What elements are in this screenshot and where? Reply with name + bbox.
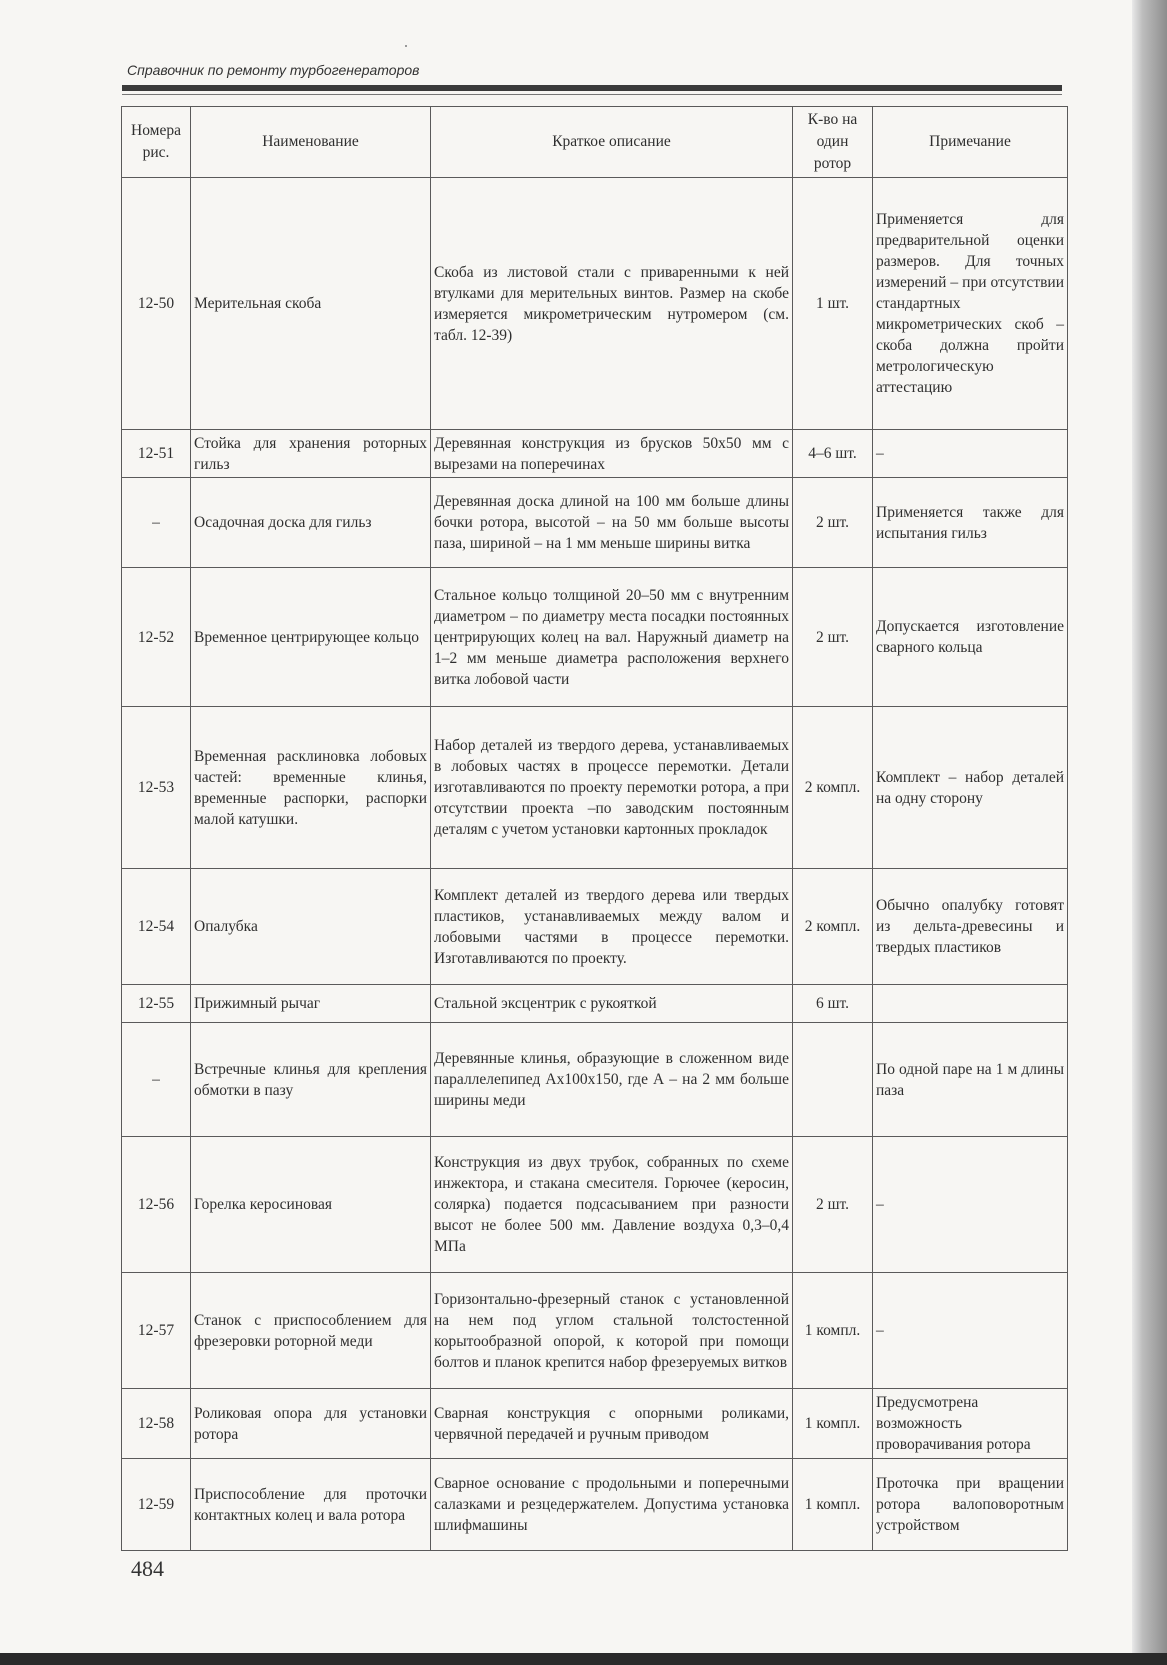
cell-qty: 1 компл. <box>793 1389 873 1459</box>
cell-desc: Стальной эксцентрик с рукояткой <box>431 985 793 1023</box>
cell-qty: 1 компл. <box>793 1459 873 1551</box>
cell-num: 12-52 <box>122 568 191 707</box>
cell-num: – <box>122 478 191 568</box>
cell-num: 12-58 <box>122 1389 191 1459</box>
cell-note: Предусмотрена возможность проворачивания ротора <box>873 1389 1068 1459</box>
book-spine-edge <box>1132 0 1167 1665</box>
cell-desc: Стальное кольцо толщиной 20–50 мм с внутренним диаметром – по диаметру места посадки постоянных центрирующих колец на вал. Наружный диаметр на 1–2 мм меньше диаметра расположения верхнего витка лобовой части <box>431 568 793 707</box>
cell-desc: Горизонтально-фрезерный станок с установленной на нем под углом стальной толстостенной корытообразной опорой, к которой при помощи болтов и планок крепится набор фрезеруемых витков <box>431 1273 793 1389</box>
header-rule <box>122 85 1062 91</box>
paper-speck <box>405 45 407 47</box>
table-header-row <box>122 107 1068 178</box>
cell-note: Проточка при вращении ротора валоповоротным устройством <box>873 1459 1068 1551</box>
header-desc: Краткое описание <box>431 107 793 178</box>
scan-bottom-edge <box>0 1653 1167 1665</box>
cell-qty: 2 компл. <box>793 707 873 869</box>
cell-desc: Деревянные клинья, образующие в сложенном виде параллелепипед Ах100х150, где А – на 2 мм больше ширины меди <box>431 1023 793 1137</box>
cell-num: 12-59 <box>122 1459 191 1551</box>
cell-note <box>873 985 1068 1023</box>
table-row <box>122 1137 1068 1273</box>
table-row <box>122 985 1068 1023</box>
cell-note: Применяется также для испытания гильз <box>873 478 1068 568</box>
cell-qty: 1 шт. <box>793 178 873 430</box>
cell-num: 12-55 <box>122 985 191 1023</box>
cell-note: Обычно опалубку готовят из дельта-древесины и твердых пластиков <box>873 869 1068 985</box>
header-name: Наименование <box>191 107 431 178</box>
page-number: 484 <box>131 1556 164 1581</box>
cell-qty: 2 шт. <box>793 568 873 707</box>
cell-desc: Деревянная доска длиной на 100 мм больше длины бочки ротора, высотой – на 50 мм больше высоты паза, шириной – на 1 мм меньше ширины витка <box>431 478 793 568</box>
cell-qty: 2 компл. <box>793 869 873 985</box>
table-row <box>122 478 1068 568</box>
cell-num: 12-56 <box>122 1137 191 1273</box>
cell-num: – <box>122 1023 191 1137</box>
cell-note: Применяется для предварительной оценки размеров. Для точных измерений – при отсутствии стандартных микрометрических скоб – скоба должна пройти метрологическую аттестацию <box>873 178 1068 430</box>
cell-note: – <box>873 1137 1068 1273</box>
cell-name: Осадочная доска для гильз <box>191 478 431 568</box>
cell-qty: 1 компл. <box>793 1273 873 1389</box>
cell-num: 12-57 <box>122 1273 191 1389</box>
cell-note: Допускается изготовление сварного кольца <box>873 568 1068 707</box>
table-row <box>122 1023 1068 1137</box>
table-row <box>122 1459 1068 1551</box>
cell-name: Мерительная скоба <box>191 178 431 430</box>
header-rule-thin <box>122 94 1062 95</box>
cell-note: – <box>873 1273 1068 1389</box>
cell-note: Комплект – набор деталей на одну сторону <box>873 707 1068 869</box>
cell-qty: 2 шт. <box>793 478 873 568</box>
table-row <box>122 707 1068 869</box>
cell-name: Прижимный рычаг <box>191 985 431 1023</box>
equipment-table <box>121 106 1068 1551</box>
header-note: Примечание <box>873 107 1068 178</box>
cell-note: По одной паре на 1 м длины паза <box>873 1023 1068 1137</box>
cell-num: 12-53 <box>122 707 191 869</box>
cell-desc: Сварная конструкция с опорными роликами, червячной передачей и ручным приводом <box>431 1389 793 1459</box>
cell-name: Горелка керосиновая <box>191 1137 431 1273</box>
table-row <box>122 568 1068 707</box>
table-row <box>122 869 1068 985</box>
cell-desc: Комплект деталей из твердого дерева или твердых пластиков, устанавливаемых между валом и лобовыми частями в процессе перемотки. Изготавливаются по проекту. <box>431 869 793 985</box>
cell-desc: Сварное основание с продольными и поперечными салазками и резцедержателем. Допустима установка шлифмашины <box>431 1459 793 1551</box>
running-head: Справочник по ремонту турбогенераторов <box>127 62 420 78</box>
cell-desc: Деревянная конструкция из брусков 50х50 мм с вырезами на поперечинах <box>431 430 793 478</box>
table-row <box>122 1389 1068 1459</box>
cell-name: Встречные клинья для крепления обмотки в пазу <box>191 1023 431 1137</box>
cell-desc: Набор деталей из твердого дерева, устанавливаемых в лобовых частях в процессе перемотки. Детали изготавливаются по проекту перемотки ротора, а при отсутствии проекта –по заводским постоянным деталям с учетом установки картонных прокладок <box>431 707 793 869</box>
cell-qty: 4–6 шт. <box>793 430 873 478</box>
cell-qty: 2 шт. <box>793 1137 873 1273</box>
cell-qty <box>793 1023 873 1137</box>
cell-num: 12-51 <box>122 430 191 478</box>
cell-name: Стойка для хранения роторных гильз <box>191 430 431 478</box>
cell-num: 12-50 <box>122 178 191 430</box>
cell-note: – <box>873 430 1068 478</box>
cell-name: Временное центрирующее кольцо <box>191 568 431 707</box>
header-qty: К-во на один ротор <box>793 107 873 178</box>
table-row <box>122 1273 1068 1389</box>
cell-qty: 6 шт. <box>793 985 873 1023</box>
header-num: Номера рис. <box>122 107 191 178</box>
cell-name: Станок с приспособлением для фрезеровки роторной меди <box>191 1273 431 1389</box>
cell-desc: Скоба из листовой стали с приваренными к ней втулками для мерительных винтов. Размер на скобе измеряется микрометрическим нутромером (см. табл. 12-39) <box>431 178 793 430</box>
cell-name: Приспособление для проточки контактных колец и вала ротора <box>191 1459 431 1551</box>
cell-name: Временная расклиновка лобовых частей: временные клинья, временные распорки, распорки малой катушки. <box>191 707 431 869</box>
cell-name: Опалубка <box>191 869 431 985</box>
table-row <box>122 178 1068 430</box>
cell-name: Роликовая опора для установки ротора <box>191 1389 431 1459</box>
table-row <box>122 430 1068 478</box>
cell-desc: Конструкция из двух трубок, собранных по схеме инжектора, и стакана смесителя. Горючее (керосин, солярка) подается подсасыванием при разности высот не более 500 мм. Давление воздуха 0,3–0,4 МПа <box>431 1137 793 1273</box>
cell-num: 12-54 <box>122 869 191 985</box>
